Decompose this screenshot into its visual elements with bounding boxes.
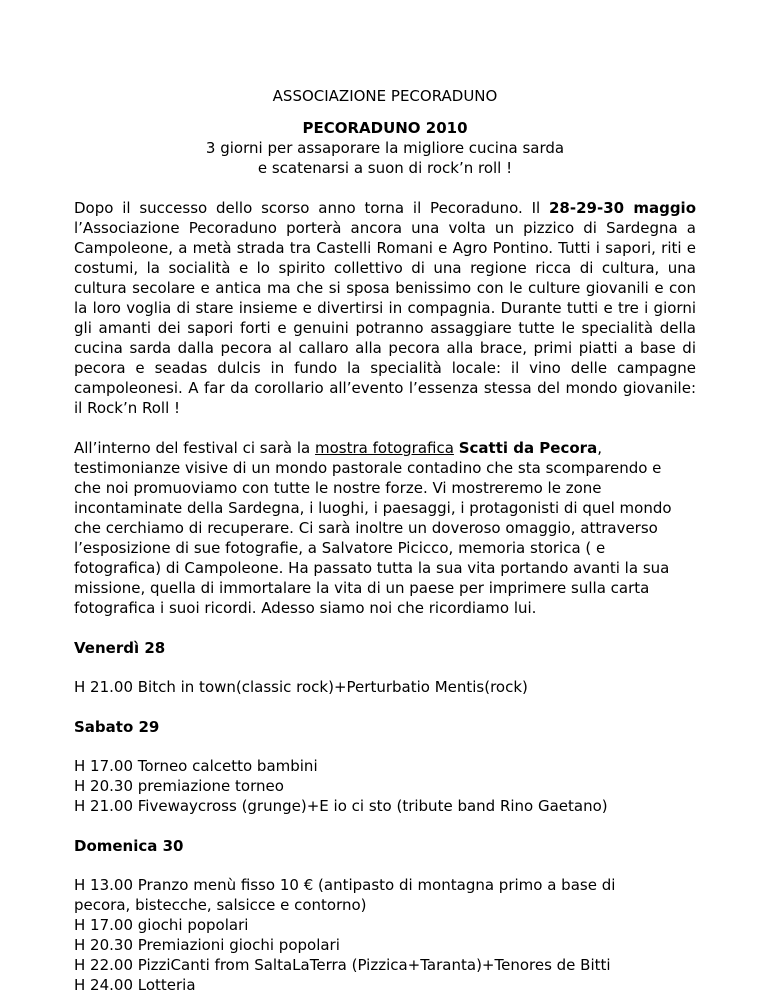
event-subtitle-line-2: e scatenarsi a suon di rock’n roll ! bbox=[257, 159, 513, 177]
intro-text-start: Dopo il successo dello scorso anno torna il Pecoraduno. Il bbox=[74, 199, 549, 217]
exhibition-comma: , bbox=[597, 439, 602, 457]
exhibition-line: missione, quella di immortalare la vita di un paese per imprimere sulla carta bbox=[74, 579, 650, 597]
schedule-item: H 20.30 Premiazioni giochi popolari bbox=[74, 936, 340, 954]
saturday-heading: Sabato 29 bbox=[74, 718, 160, 736]
event-dates: 28-29-30 maggio bbox=[549, 199, 697, 217]
exhibition-line: fotografica i suoi ricordi. Adesso siamo noi che ricordiamo lui. bbox=[74, 599, 537, 617]
exhibit-name: Scatti da Pecora bbox=[458, 439, 598, 457]
intro-paragraph bbox=[74, 198, 696, 418]
schedule-item: pecora, bistecche, salsicce e contorno) bbox=[74, 896, 367, 914]
exhibition-first-line bbox=[74, 438, 696, 458]
exhibition-paragraph bbox=[74, 438, 696, 618]
schedule-item: H 20.30 premiazione torneo bbox=[74, 777, 284, 795]
schedule-item: H 13.00 Pranzo menù fisso 10 € (antipasto di montagna primo a base di bbox=[74, 876, 616, 894]
exhibition-intro-text: All’interno del festival ci sarà la bbox=[74, 439, 316, 457]
event-subtitle-line-1: 3 giorni per assaporare la migliore cucina sarda bbox=[205, 139, 565, 157]
association-title: ASSOCIAZIONE PECORADUNO bbox=[272, 87, 498, 105]
exhibition-line: incontaminate della Sardegna, i luoghi, i paesaggi, i protagonisti di quel mondo bbox=[74, 499, 672, 517]
exhibition-line: testimonianze visive di un mondo pastorale contadino che sta scomparendo e bbox=[74, 459, 662, 477]
exhibition-line: che noi promuoviamo con tutte le nostre forze. Vi mostreremo le zone bbox=[74, 479, 602, 497]
exhibition-line: fotografica) di Campoleone. Ha passato tutta la sua vita portando avanti la sua bbox=[74, 559, 670, 577]
exhibition-line: l’esposizione di sue fotografie, a Salvatore Picicco, memoria storica ( e bbox=[74, 539, 606, 557]
exhibition-line: che cerchiamo di recuperare. Ci sarà inoltre un doveroso omaggio, attraverso bbox=[74, 519, 658, 537]
schedule-item: H 24.00 Lotteria bbox=[74, 976, 196, 994]
event-title: PECORADUNO 2010 bbox=[302, 119, 468, 137]
intro-text-rest: l’Associazione Pecoraduno porterà ancora una volta un pizzico di Sardegna a Campoleone, a metà strada tra Castelli Romani e Agro Pontino. Tutti i sapori, riti e costumi, la socialità e lo spirito collettivo di una regione ricca di cultura, una cultura secolare e antica ma che si sposa benissimo con le culture giovanili e con la loro voglia di stare insieme e divertirsi in compagnia. Durante tutti e tre i giorni gli amanti dei sapori forti e genuini potranno assaggiare tutte le specialità della cucina sarda dalla pecora al callaro alla pecora alla brace, primi piatti a base di pecora e seadas dulcis in fundo la specialità locale: il vino delle campagne campoleonesi. A far da corollario all’evento l’essenza stessa del mondo giovanile: il Rock’n Roll ! bbox=[74, 219, 696, 417]
document-page bbox=[74, 86, 696, 995]
sunday-heading: Domenica 30 bbox=[74, 837, 184, 855]
photo-exhibition-link[interactable]: mostra fotografica bbox=[315, 439, 454, 457]
friday-heading: Venerdì 28 bbox=[74, 639, 166, 657]
schedule-item: H 21.00 Fivewaycross (grunge)+E io ci sto (tribute band Rino Gaetano) bbox=[74, 797, 608, 815]
schedule-item: H 21.00 Bitch in town(classic rock)+Perturbatio Mentis(rock) bbox=[74, 678, 528, 696]
schedule-item: H 17.00 Torneo calcetto bambini bbox=[74, 757, 318, 775]
schedule-item: H 17.00 giochi popolari bbox=[74, 916, 249, 934]
schedule-item: H 22.00 PizziCanti from SaltaLaTerra (Pizzica+Taranta)+Tenores de Bitti bbox=[74, 956, 611, 974]
